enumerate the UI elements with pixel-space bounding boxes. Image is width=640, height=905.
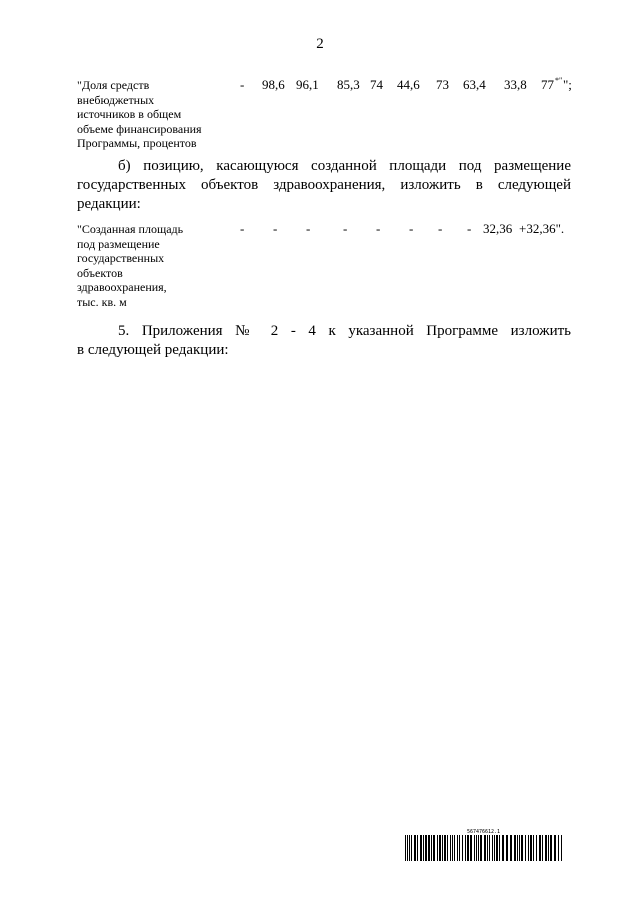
barcode-bar xyxy=(457,835,458,861)
barcode-bar xyxy=(476,835,477,861)
barcode-bar xyxy=(550,835,552,861)
value-cell: +32,36". xyxy=(519,221,565,236)
barcode-bar xyxy=(454,835,455,861)
barcode-bar xyxy=(420,835,422,861)
value-cell: - xyxy=(240,221,245,236)
label-line: объектов xyxy=(77,265,123,280)
barcode-bar xyxy=(548,835,549,861)
paragraph-line: в следующей редакции: xyxy=(77,342,229,358)
barcode-bar xyxy=(474,835,475,861)
barcode-bar xyxy=(437,835,438,861)
barcode-bar xyxy=(514,835,516,861)
barcode-bar xyxy=(425,835,427,861)
barcode-bar xyxy=(478,835,479,861)
value-cell: - xyxy=(438,221,443,236)
barcode-bar xyxy=(428,835,430,861)
barcode-bar xyxy=(558,835,559,861)
barcode-bar xyxy=(494,835,495,861)
barcode-bar xyxy=(407,835,408,861)
barcode-bar xyxy=(447,835,448,861)
barcode-bar xyxy=(480,835,482,861)
paragraph-line: 5. Приложения № 2 - 4 к указанной Программе изложить xyxy=(118,323,571,339)
indicator-label xyxy=(77,78,232,151)
barcode-bar xyxy=(439,835,441,861)
barcode-bar xyxy=(484,835,486,861)
barcode-bar xyxy=(536,835,537,861)
barcode-bar xyxy=(510,835,512,861)
label-line: источников в общем xyxy=(77,107,182,121)
barcode-bar xyxy=(431,835,432,861)
label-line: здравоохранения, xyxy=(77,280,167,294)
barcode-bar xyxy=(496,835,498,861)
barcode-caption: 567476612.1 xyxy=(466,829,501,835)
paragraph-line: государственных объектов здравоохранения, изложить в следующей xyxy=(77,177,571,193)
label-line: Программы, процентов xyxy=(77,136,197,150)
value-cell: 73 xyxy=(436,77,449,92)
barcode-bar xyxy=(525,835,526,861)
indicator-row-offbudget-share xyxy=(77,78,571,152)
label-line: тыс. кв. м xyxy=(77,294,127,309)
value-cell: - xyxy=(376,221,381,236)
barcode-bar xyxy=(554,835,556,861)
value-cell: 63,4 xyxy=(463,77,486,92)
value-cell-terminator: "; xyxy=(563,77,572,92)
barcode-bar xyxy=(487,835,488,861)
label-line: внебюджетных xyxy=(77,92,155,107)
barcode-bar xyxy=(433,835,435,861)
label-line: государственных xyxy=(77,251,165,265)
label-line: "Доля средств xyxy=(77,78,150,92)
barcode-bar xyxy=(409,835,410,861)
value-cell: 74 xyxy=(370,77,383,92)
label-line: под размещение xyxy=(77,236,160,251)
footnote-mark: *" xyxy=(555,76,563,85)
barcode-bar xyxy=(499,835,500,861)
value-cell: - xyxy=(273,221,278,236)
barcode-bar xyxy=(417,835,418,861)
value-cell: 77 xyxy=(541,77,554,92)
barcode-bar xyxy=(561,835,562,861)
barcode-graphic xyxy=(405,835,562,861)
barcode-bar xyxy=(423,835,424,861)
page-number: 2 xyxy=(316,36,324,52)
document-barcode xyxy=(405,829,562,866)
barcode-bar xyxy=(530,835,532,861)
barcode-bar xyxy=(465,835,466,861)
paragraph-5 xyxy=(77,322,571,360)
value-cell: 85,3 xyxy=(337,77,360,92)
indicator-label xyxy=(77,222,232,309)
barcode-bar xyxy=(411,835,412,861)
barcode-bar xyxy=(542,835,543,861)
barcode-bar xyxy=(405,835,406,861)
paragraph-line: редакции: xyxy=(77,196,141,212)
barcode-bar xyxy=(528,835,529,861)
paragraph-b xyxy=(77,157,571,214)
value-cell: - xyxy=(467,221,472,236)
barcode-bar xyxy=(470,835,472,861)
barcode-bar xyxy=(444,835,446,861)
value-cell: 33,8 xyxy=(504,77,527,92)
label-line: объеме финансирования xyxy=(77,121,202,136)
barcode-bar xyxy=(489,835,490,861)
barcode-bar xyxy=(450,835,451,861)
value-cell: 98,6 xyxy=(262,77,285,92)
barcode-bar xyxy=(467,835,469,861)
barcode-bar xyxy=(533,835,534,861)
barcode-bar xyxy=(506,835,508,861)
paragraph-line: б) позицию, касающуюся созданной площади под размещение xyxy=(118,158,571,174)
value-cell: - xyxy=(240,77,245,92)
value-cell: 44,6 xyxy=(397,77,420,92)
barcode-bar xyxy=(521,835,523,861)
value-cell: 96,1 xyxy=(296,77,319,92)
barcode-bar xyxy=(519,835,520,861)
barcode-bar xyxy=(452,835,453,861)
barcode-bar xyxy=(539,835,541,861)
barcode-bar xyxy=(414,835,416,861)
barcode-bar xyxy=(545,835,547,861)
barcode-bar xyxy=(459,835,460,861)
barcode-bar xyxy=(492,835,493,861)
barcode-bar xyxy=(502,835,504,861)
value-cell: - xyxy=(306,221,311,236)
indicator-row-created-area xyxy=(77,222,571,310)
barcode-bar xyxy=(462,835,463,861)
value-cell: - xyxy=(343,221,348,236)
value-cell: 32,36 xyxy=(483,221,513,236)
barcode-bar xyxy=(517,835,518,861)
value-cell: - xyxy=(409,221,414,236)
barcode-bar xyxy=(442,835,443,861)
label-line: "Созданная площадь xyxy=(77,222,184,236)
